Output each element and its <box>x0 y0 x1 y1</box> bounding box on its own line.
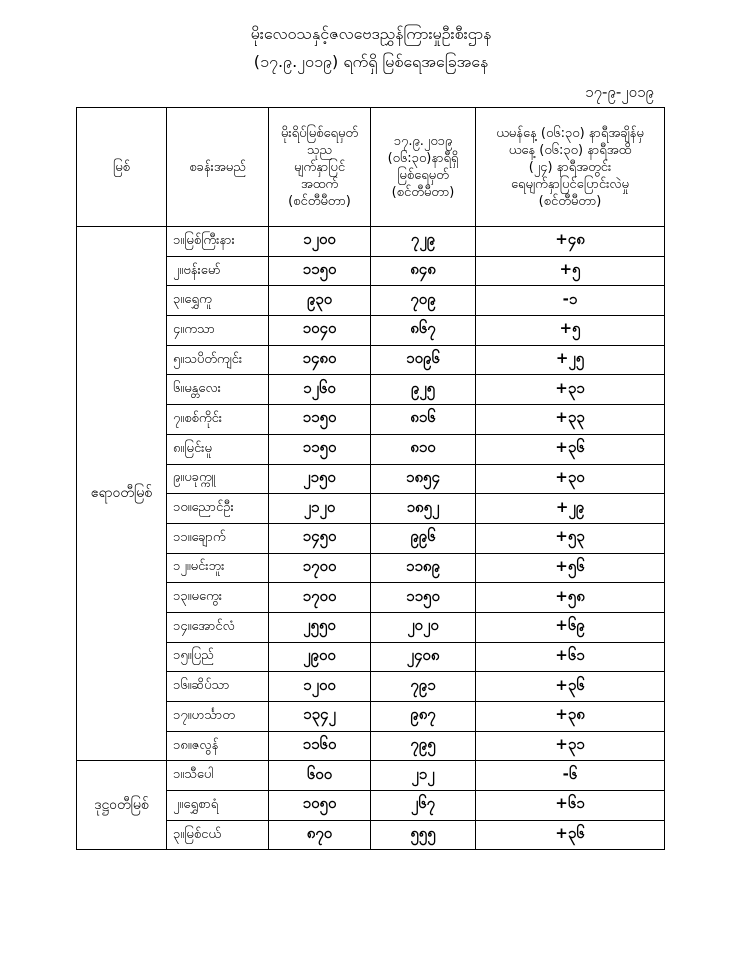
station-name-cell: ၈။မြင်းမူ <box>167 434 269 464</box>
level-change-cell: -၆ <box>476 761 665 791</box>
current-level-cell: ၁၀၉၆ <box>371 345 476 375</box>
column-header <box>167 108 269 227</box>
danger-level-cell: ၁၃၄၂ <box>269 702 371 732</box>
current-level-cell: ၇၀၉ <box>371 286 476 316</box>
current-level-cell: ၈၁၀ <box>371 434 476 464</box>
current-level-cell: ၈၄၈ <box>371 256 476 286</box>
station-name-cell: ၂။ဗန်းမော် <box>167 256 269 286</box>
column-header <box>269 108 371 227</box>
column-header-line: (စင်တီမီတာ) <box>288 193 351 209</box>
level-change-cell: -၁ <box>476 286 665 316</box>
column-header <box>371 108 476 227</box>
level-change-cell: +၃၆ <box>476 672 665 702</box>
station-name-cell: ၇။စစ်ကိုင်း <box>167 405 269 435</box>
danger-level-cell: ၂၉၀၀ <box>269 642 371 672</box>
current-level-cell: ၂၄၀၈ <box>371 642 476 672</box>
level-change-cell: +၂၅ <box>476 345 665 375</box>
current-level-cell: ၈၁၆ <box>371 405 476 435</box>
station-name-cell: ၃။မြစ်ငယ် <box>167 820 269 850</box>
level-change-cell: +၃၁ <box>476 731 665 761</box>
danger-level-cell: ၉၃၀ <box>269 286 371 316</box>
danger-level-cell: ၁၁၅၀ <box>269 256 371 286</box>
station-name-cell: ၁၂။မင်းဘူး <box>167 553 269 583</box>
danger-level-cell: ၁၇၀၀ <box>269 583 371 613</box>
table-header-row <box>77 108 665 227</box>
column-header-line: စခန်းအမည် <box>189 159 246 175</box>
level-change-cell: +၃၆ <box>476 820 665 850</box>
current-level-cell: ၁၈၅၂ <box>371 494 476 524</box>
level-change-cell: +၅၆ <box>476 553 665 583</box>
danger-level-cell: ၂၅၅၀ <box>269 612 371 642</box>
level-change-cell: +၆၁ <box>476 642 665 672</box>
station-name-cell: ၄။ကသာ <box>167 316 269 346</box>
table-row <box>77 227 665 257</box>
level-change-cell: +၃၀ <box>476 464 665 494</box>
river-name-cell: ဒုဋ္ဌဝတီမြစ် <box>77 761 167 850</box>
station-name-cell: ၁၀။ညောင်ဦး <box>167 494 269 524</box>
danger-level-cell: ၆၀၀ <box>269 761 371 791</box>
danger-level-cell: ၁၇၀၀ <box>269 553 371 583</box>
danger-level-cell: ၂၁၂၀ <box>269 494 371 524</box>
station-name-cell: ၁၁။ချောက် <box>167 523 269 553</box>
column-header-line: မြစ် <box>113 159 130 175</box>
column-header <box>476 108 665 227</box>
level-change-cell: +၅ <box>476 316 665 346</box>
station-name-cell: ၁၈။ဇလွန် <box>167 731 269 761</box>
station-name-cell: ၁၅။ပြည် <box>167 642 269 672</box>
danger-level-cell: ၁၁၆၀ <box>269 731 371 761</box>
level-change-cell: +၅၃ <box>476 523 665 553</box>
column-header-line: အထက် <box>300 176 339 192</box>
river-name-cell: ဧရာဝတီမြစ် <box>77 227 167 761</box>
station-name-cell: ၁၄။အောင်လံ <box>167 612 269 642</box>
level-change-cell: +၂၉ <box>476 494 665 524</box>
danger-level-cell: ၁၀၅၀ <box>269 791 371 821</box>
current-level-cell: ၇၂၉ <box>371 227 476 257</box>
current-level-cell: ၁၁၈၉ <box>371 553 476 583</box>
current-level-cell: ၂၀၂၀ <box>371 612 476 642</box>
danger-level-cell: ၈၇၀ <box>269 820 371 850</box>
column-header-line: ယမန်နေ့ (၀၆:၃၀) နာရီအချိန်မှ <box>496 125 644 141</box>
level-change-cell: +၃၆ <box>476 434 665 464</box>
column-header-line: (စင်တီမီတာ) <box>391 185 455 200</box>
danger-level-cell: ၁၁၅၀ <box>269 405 371 435</box>
station-name-cell: ၁၇။ဟင်္သာတ <box>167 702 269 732</box>
station-name-cell: ၅။သပိတ်ကျင်း <box>167 345 269 375</box>
danger-level-cell: ၁၁၅၀ <box>269 434 371 464</box>
column-header-line: ယနေ့ (၀၆:၃၀) နာရီအထိ <box>508 142 632 158</box>
table-row <box>77 761 665 791</box>
table-body <box>77 227 665 850</box>
column-header-line: (၀၆:၃၀)နာရီရှိ <box>387 151 459 166</box>
danger-level-cell: ၁၂၆၀ <box>269 375 371 405</box>
river-level-table <box>76 107 665 850</box>
report-subtitle: (၁၇.၉.၂၀၁၉) ရက်ရှိ မြစ်ရေအခြေအနေ <box>253 52 489 71</box>
level-change-cell: +၅၈ <box>476 583 665 613</box>
column-header-line: မျက်နှာပြင် <box>293 159 346 175</box>
level-change-cell: +၆၁ <box>476 791 665 821</box>
column-header-line: (၂၄) နာရီအတွင်း <box>528 159 612 175</box>
current-level-cell: ၉၉၆ <box>371 523 476 553</box>
level-change-cell: +၃၁ <box>476 375 665 405</box>
station-name-cell: ၂။ရွှေစာရံ <box>167 791 269 821</box>
danger-level-cell: ၁၂၀၀ <box>269 227 371 257</box>
danger-level-cell: ၁၄၅၀ <box>269 523 371 553</box>
level-change-cell: +၄၈ <box>476 227 665 257</box>
station-name-cell: ၁၃။မကွေး <box>167 583 269 613</box>
station-name-cell: ၁။သီပေါ <box>167 761 269 791</box>
current-level-cell: ၂၆၇ <box>371 791 476 821</box>
danger-level-cell: ၁၂၀၀ <box>269 672 371 702</box>
column-header-line: ရေမျက်နှာပြင်ပြောင်းလဲမှု <box>511 176 629 192</box>
current-level-cell: ၂၁၂ <box>371 761 476 791</box>
danger-level-cell: ၁၄၈၀ <box>269 345 371 375</box>
column-header-line: (စင်တီမီတာ) <box>538 193 602 209</box>
current-level-cell: ၉၂၅ <box>371 375 476 405</box>
current-level-cell: ၁၈၅၄ <box>371 464 476 494</box>
current-level-cell: ၅၅၅ <box>371 820 476 850</box>
level-change-cell: +၃၃ <box>476 405 665 435</box>
station-name-cell: ၁။မြစ်ကြီးနား <box>167 227 269 257</box>
station-name-cell: ၃။ရွှေကူ <box>167 286 269 316</box>
station-name-cell: ၆။မန္တလေး <box>167 375 269 405</box>
danger-level-cell: ၁၀၄၀ <box>269 316 371 346</box>
current-level-cell: ၈၆၇ <box>371 316 476 346</box>
column-header-line: ၁၇.၉.၂၀၁၉ <box>393 134 453 149</box>
station-name-cell: ၉။ပခုက္ကူ <box>167 464 269 494</box>
station-name-cell: ၁၆။ဆိပ်သာ <box>167 672 269 702</box>
current-level-cell: ၉၈၇ <box>371 702 476 732</box>
report-date: ၁၇-၉-၂၀၁၉ <box>585 83 654 101</box>
column-header-line: သုည <box>306 142 333 158</box>
level-change-cell: +၅ <box>476 256 665 286</box>
current-level-cell: ၁၁၅၀ <box>371 583 476 613</box>
level-change-cell: +၆၉ <box>476 612 665 642</box>
level-change-cell: +၃၈ <box>476 702 665 732</box>
column-header-line: မြစ်ရေမှတ် <box>397 168 449 183</box>
danger-level-cell: ၂၁၅၀ <box>269 464 371 494</box>
column-header-line: မိုးရိပ်မြစ်ရေမှတ် <box>280 125 359 141</box>
department-title: မိုးလေဝသနှင့်ဇလဗေဒညွှန်ကြားမှုဦးစီးဌာန <box>250 24 492 43</box>
current-level-cell: ၇၉၅ <box>371 731 476 761</box>
column-header <box>77 108 167 227</box>
current-level-cell: ၇၉၁ <box>371 672 476 702</box>
